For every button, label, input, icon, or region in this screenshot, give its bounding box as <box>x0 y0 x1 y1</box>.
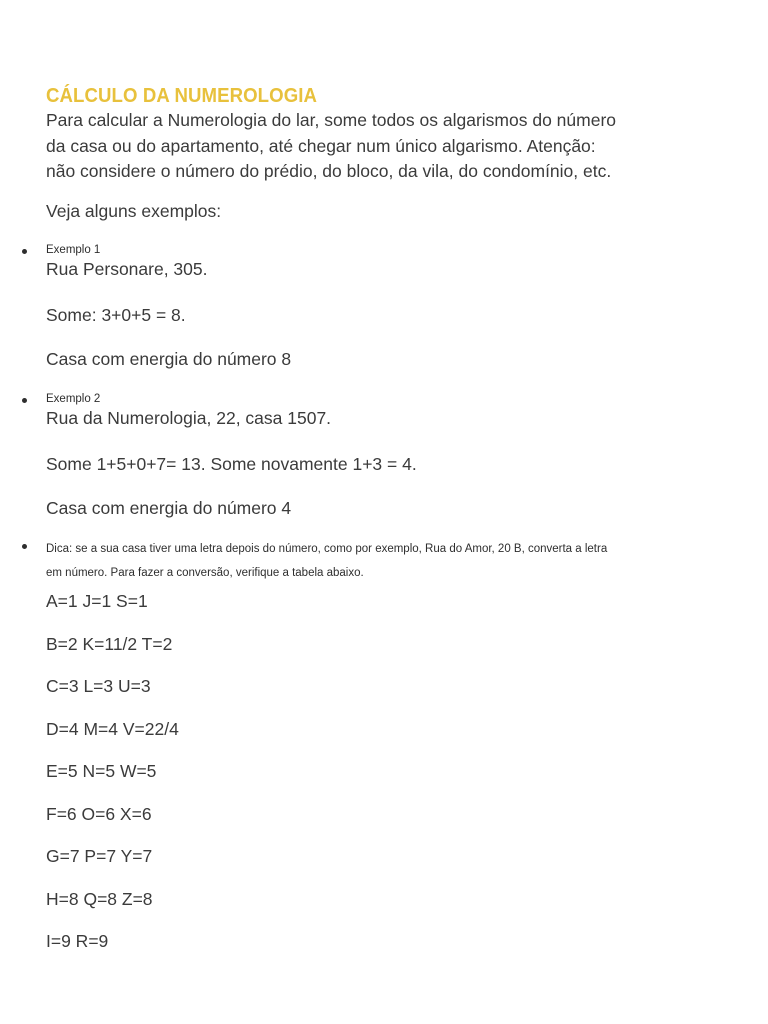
example-address-2: Rua da Numerologia, 22, casa 1507. <box>46 408 332 428</box>
table-row: F=6 O=6 X=6 <box>46 803 152 824</box>
example-result-2: Casa com energia do número 4 <box>46 498 292 518</box>
table-row: B=2 K=11/2 T=2 <box>46 633 173 654</box>
example-label-2: Exemplo 2 <box>46 393 101 405</box>
table-row: H=8 Q=8 Z=8 <box>46 888 153 909</box>
example-address-1: Rua Personare, 305. <box>46 259 208 279</box>
tip-line-2: em número. Para fazer a conversão, verifique a tabela abaixo. <box>46 567 364 579</box>
page-title: CÁLCULO DA NUMEROLOGIA <box>46 85 318 108</box>
bullet-icon <box>22 544 27 549</box>
intro-line-2: da casa ou do apartamento, até chegar num único algarismo. Atenção: <box>46 135 596 156</box>
intro-line-3: não considere o número do prédio, do bloco, da vila, do condomínio, etc. <box>46 161 612 181</box>
table-row: A=1 J=1 S=1 <box>46 591 148 611</box>
intro-line-1: Para calcular a Numerologia do lar, some todos os algarismos do número <box>46 110 617 130</box>
letter-number-table <box>46 580 446 963</box>
examples-intro-text: Veja alguns exemplos: <box>46 201 222 221</box>
bullet-icon <box>22 249 27 254</box>
bullet-icon <box>22 398 27 403</box>
example-sum-1: Some: 3+0+5 = 8. <box>46 305 186 325</box>
table-row: D=4 M=4 V=22/4 <box>46 718 179 739</box>
intro-paragraph <box>46 108 724 185</box>
tip-text <box>46 537 736 585</box>
example-sum-2: Some 1+5+0+7= 13. Some novamente 1+3 = 4. <box>46 454 417 474</box>
table-row: E=5 N=5 W=5 <box>46 761 157 781</box>
tip-line-1: Dica: se a sua casa tiver uma letra depois do número, como por exemplo, Rua do Amor, 20 B, converta a letra <box>46 543 608 555</box>
example-result-1: Casa com energia do número 8 <box>46 349 292 369</box>
table-row: C=3 L=3 U=3 <box>46 676 151 696</box>
example-label-1: Exemplo 1 <box>46 244 101 256</box>
table-row: G=7 P=7 Y=7 <box>46 846 153 866</box>
table-row: I=9 R=9 <box>46 931 109 951</box>
